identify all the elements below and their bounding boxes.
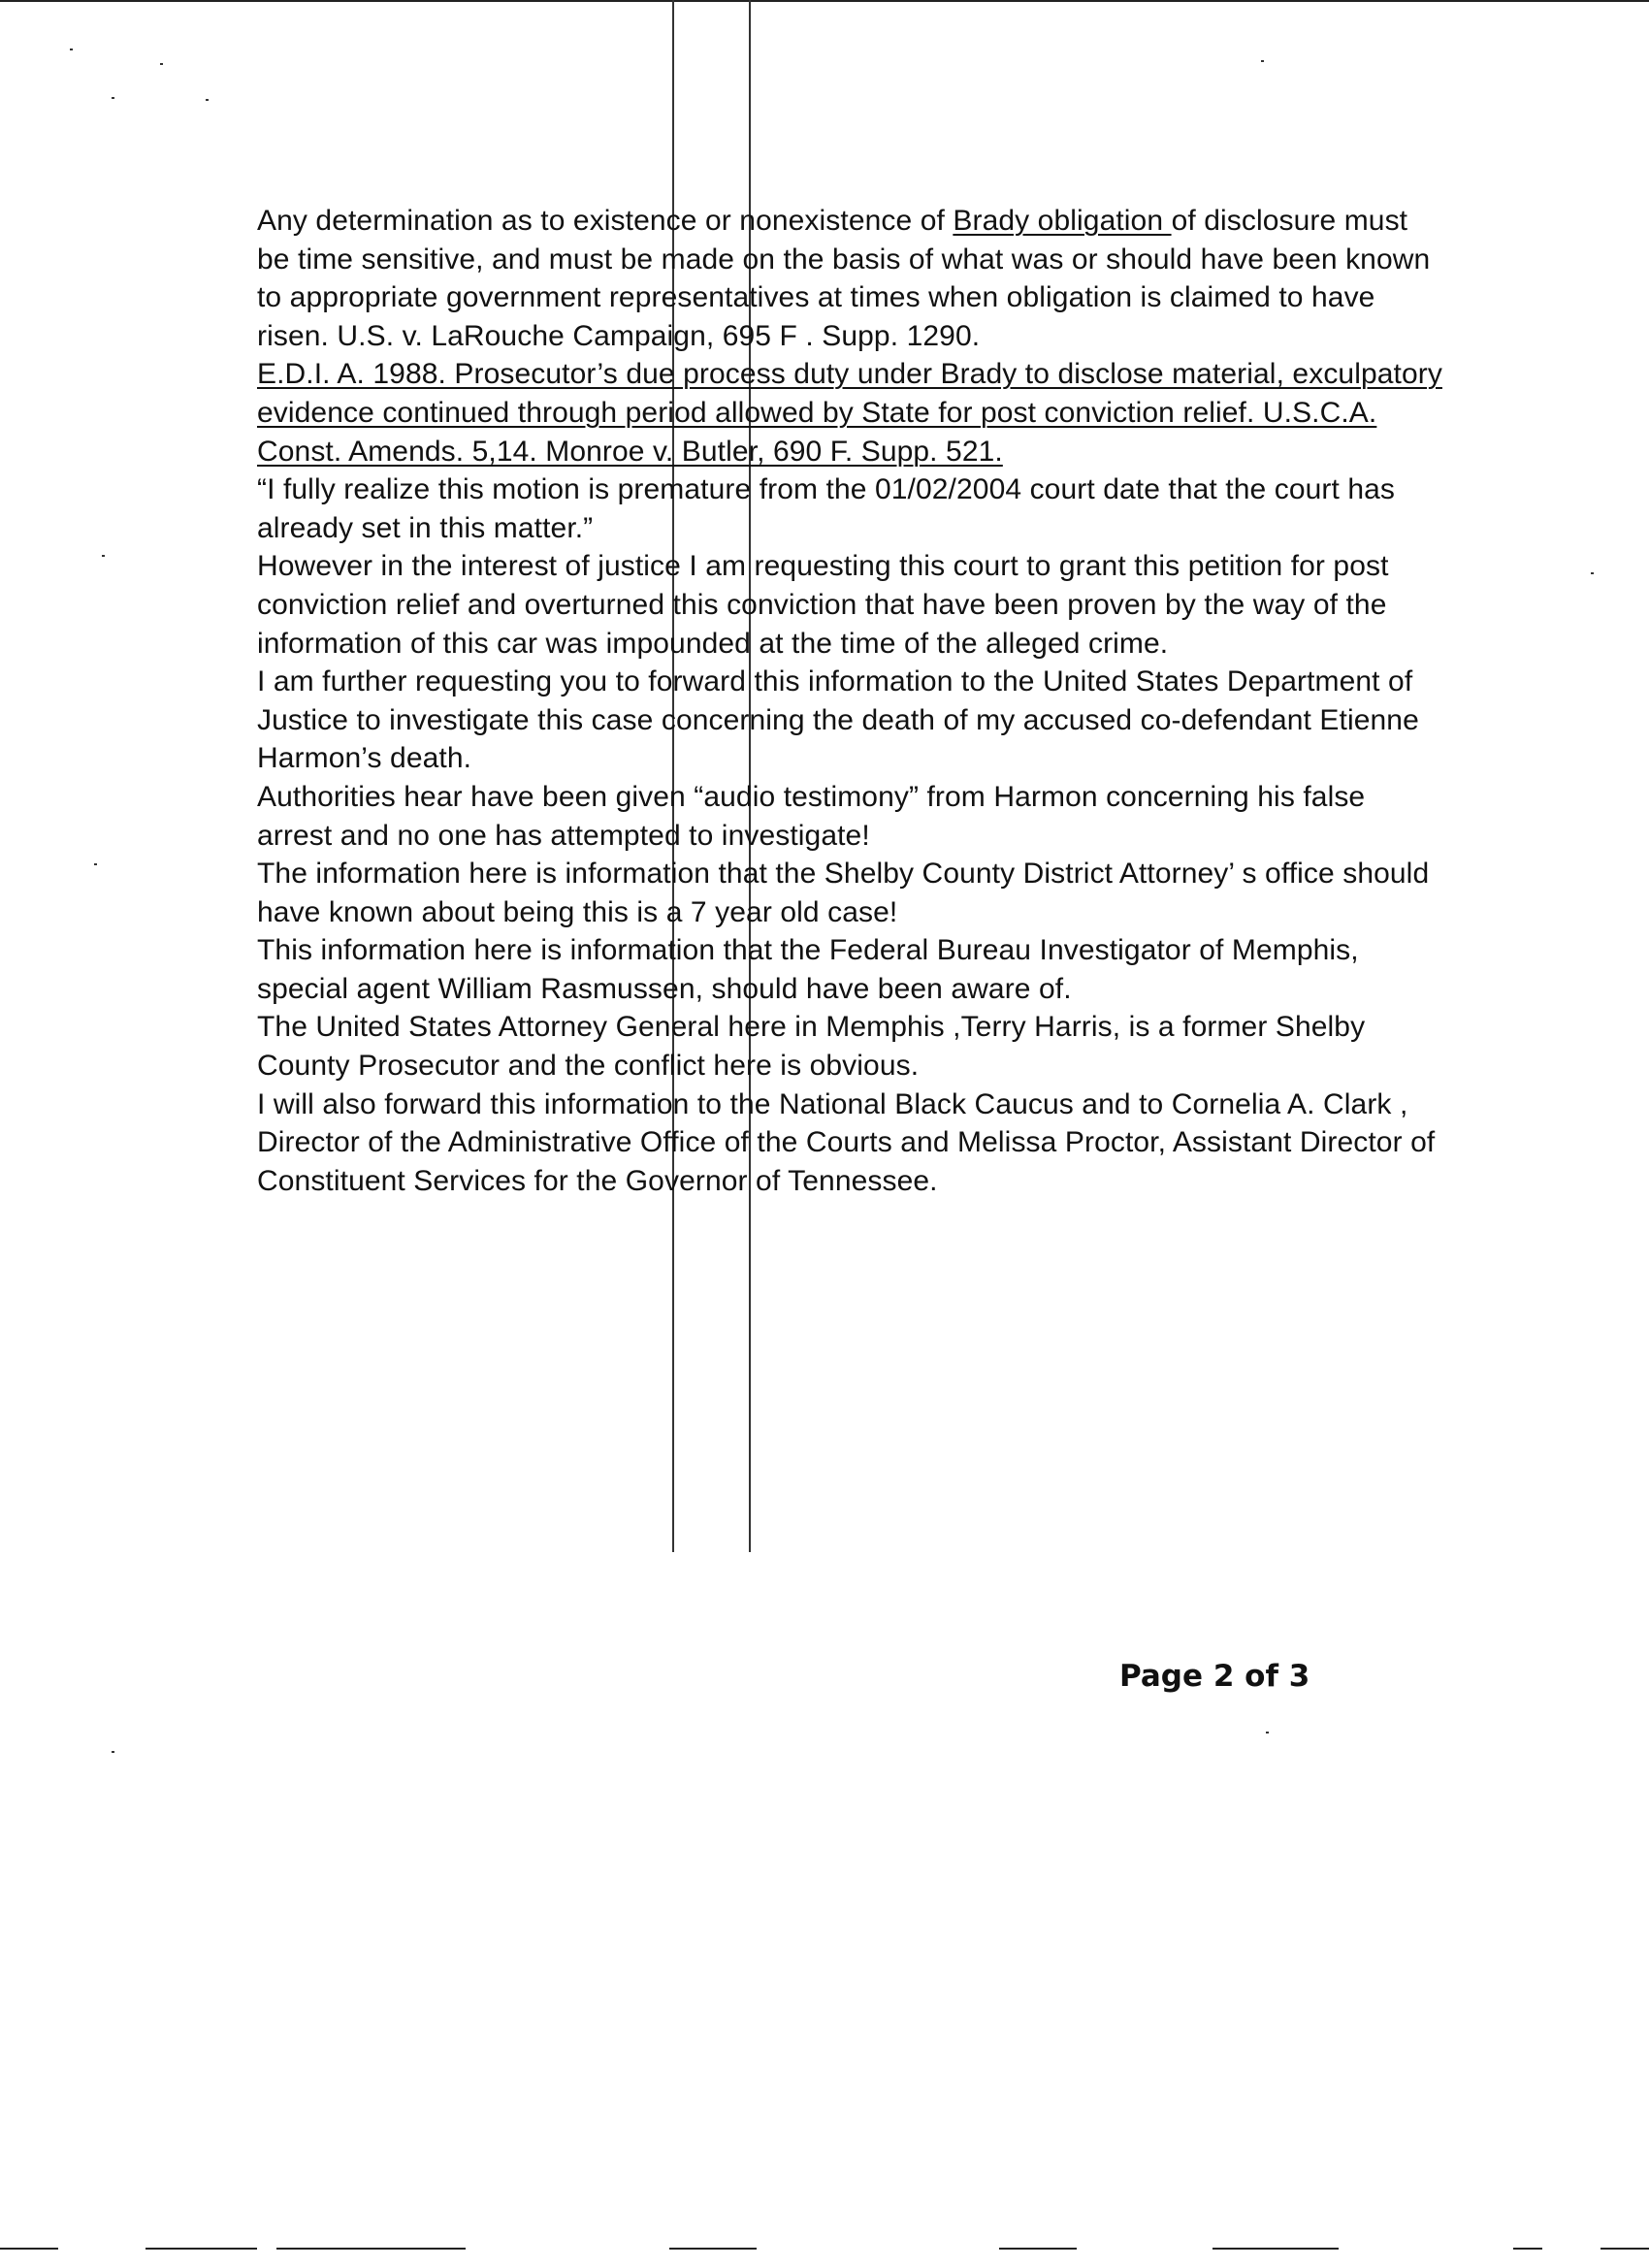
- scan-speck: [1266, 1732, 1269, 1733]
- scan-edge-line: [146, 2248, 257, 2250]
- scan-speck: [1261, 60, 1264, 62]
- paragraph: [257, 202, 1445, 355]
- scan-edge-line: [1600, 2248, 1649, 2250]
- scan-edge-line: [0, 2248, 58, 2250]
- scan-speck: [70, 49, 73, 50]
- underlined-text: Brady obligation: [953, 205, 1172, 237]
- scan-edge-line: [669, 2248, 757, 2250]
- text-run: “I fully realize this motion is premature from the 01/02/2004 court date that the court has already set in this matter.”: [257, 473, 1396, 544]
- scan-edge-line: [1513, 2248, 1542, 2250]
- paragraph: [257, 778, 1445, 855]
- paragraph: [257, 1085, 1445, 1201]
- paragraph: [257, 931, 1445, 1008]
- text-run: The information here is information that the Shelby County District Attorney’ s office should have known about being this is a 7 year old case!: [257, 858, 1430, 928]
- text-run: The United States Attorney General here in Memphis ,Terry Harris, is a former Shelby County Prosecutor and the conflict here is obvious.: [257, 1011, 1366, 1083]
- paragraph: [257, 855, 1445, 931]
- text-run: This information here is information that the Federal Bureau Investigator of Memphis, special agent William Rasmussen, should have been aware of.: [257, 934, 1359, 1005]
- paragraph: [257, 470, 1445, 547]
- scan-top-edge: [0, 0, 1649, 2]
- scan-speck: [160, 63, 163, 65]
- scan-speck: [94, 863, 97, 865]
- scan-edge-line: [276, 2248, 466, 2250]
- text-run: I am further requesting you to forward this information to the United States Department of Justice to investigate this case concerning the death of my accused co-defendant Etienne Harmon’s death.: [257, 665, 1419, 775]
- underlined-text: E.D.I. A. 1988. Prosecutor’s due process duty under Brady to disclose material, exculpatory evidence continued through period allowed by State for post conviction relief. U.S.C.A. Const. Amends. 5,14. Monroe v. Butler, 690 F. Supp. 521.: [257, 358, 1442, 468]
- paragraph: [257, 355, 1445, 470]
- scan-edge-line: [999, 2248, 1077, 2250]
- scan-edge-line: [1212, 2248, 1339, 2250]
- text-run: I will also forward this information to the National Black Caucus and to Cornelia A. Clark , Director of the Administrative Office of the Courts and Melissa Proctor, Assistant Director of Constituent Services for the Governor of Tennessee.: [257, 1087, 1436, 1197]
- page-number: Page 2 of 3: [1119, 1659, 1310, 1694]
- text-run: However in the interest of justice I am requesting this court to grant this petition for post conviction relief and overturned this conviction that have been proven by the way of the information of this car was impounded at the time of the alleged crime.: [257, 550, 1389, 660]
- text-run: Authorities hear have been given “audio testimony” from Harmon concerning his false arrest and no one has attempted to investigate!: [257, 780, 1366, 852]
- text-run: Any determination as to existence or nonexistence of: [257, 205, 954, 237]
- scan-speck: [102, 555, 105, 557]
- scan-speck: [206, 99, 209, 101]
- paragraph: [257, 663, 1445, 778]
- document-body: [257, 202, 1445, 1200]
- scan-speck: [112, 1751, 114, 1753]
- paragraph: [257, 547, 1445, 663]
- scan-speck: [1591, 572, 1594, 574]
- text-run: of disclosure must be time sensitive, and must be made on the basis of what was or should have been known to appropriate government representatives at times when obligation is claimed to have risen. U.S. v. LaRouche Campaign, 695 F . Supp. 1290.: [257, 205, 1431, 352]
- scan-speck: [112, 97, 114, 99]
- paragraph: [257, 1008, 1445, 1085]
